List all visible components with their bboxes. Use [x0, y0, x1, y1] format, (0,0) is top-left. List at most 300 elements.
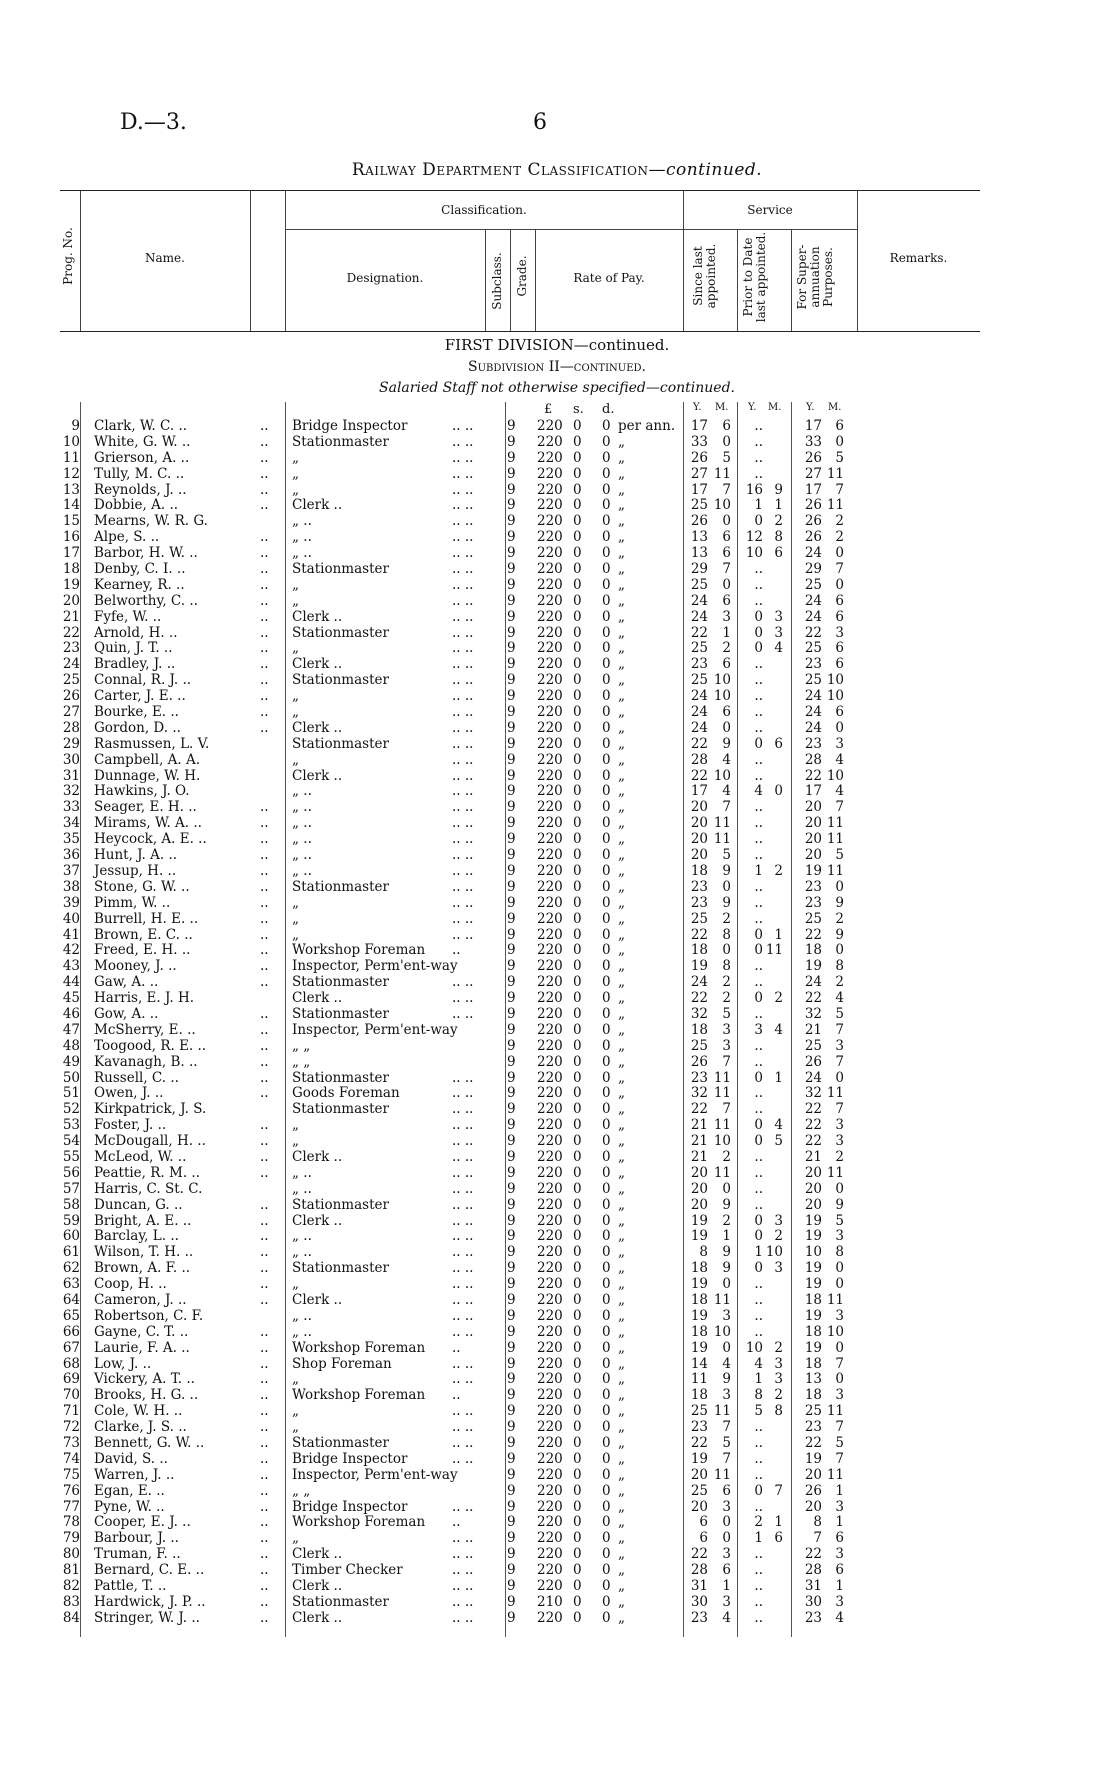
super-years-cell: 18 — [804, 1291, 822, 1308]
period-cell: „ — [618, 1101, 625, 1118]
shillings-cell: 0 — [573, 1482, 582, 1499]
super-months-cell: 11 — [826, 497, 844, 514]
since-years-cell: 22 — [690, 767, 708, 784]
table-row — [60, 498, 980, 514]
table-row — [60, 1229, 980, 1245]
prior-years-cell: .. — [754, 1276, 763, 1293]
prog-no-cell: 77 — [62, 1498, 80, 1515]
prog-no-cell: 37 — [62, 862, 80, 879]
name-cell: Gayne, C. T. .. — [94, 1323, 189, 1340]
page-title — [0, 160, 1114, 180]
name-cell: Tully, M. C. .. — [94, 465, 185, 482]
table-row — [60, 1515, 980, 1531]
since-months-cell: 7 — [722, 1450, 731, 1467]
period-cell: „ — [618, 1053, 625, 1070]
table-row — [60, 467, 980, 483]
grade-cell: 9 — [507, 592, 516, 609]
since-months-cell: 9 — [722, 1260, 731, 1277]
leader-dots: .. — [260, 561, 269, 578]
leader-dots: .. — [260, 576, 269, 593]
name-cell: Quin, J. T. .. — [94, 640, 173, 657]
prog-no-cell: 66 — [62, 1323, 80, 1340]
name-cell: Barclay, L. .. — [94, 1228, 179, 1245]
table-row — [60, 1102, 980, 1118]
period-cell: „ — [618, 449, 625, 466]
designation-cell: „ .. — [292, 847, 312, 864]
grade-cell: 9 — [507, 545, 516, 562]
since-years-cell: 23 — [690, 1069, 708, 1086]
since-years-cell: 6 — [699, 1530, 708, 1547]
leader-dots: .. .. — [452, 1212, 474, 1229]
prior-years-cell: .. — [754, 751, 763, 768]
since-months-cell: 5 — [722, 1005, 731, 1022]
prior-months-cell: 2 — [774, 1387, 783, 1404]
super-months-cell: 4 — [835, 1609, 844, 1626]
leader-dots: .. — [260, 1355, 269, 1372]
shillings-cell: 0 — [573, 1212, 582, 1229]
since-years-cell: 20 — [690, 1466, 708, 1483]
shillings-cell: 0 — [573, 688, 582, 705]
pence-cell: 0 — [602, 1117, 611, 1134]
super-years-cell: 26 — [804, 497, 822, 514]
name-cell: White, G. W. .. — [94, 433, 191, 450]
pounds-cell: 220 — [537, 767, 563, 784]
since-years-cell: 18 — [690, 1260, 708, 1277]
since-years-cell: 25 — [690, 910, 708, 927]
leader-dots: .. — [260, 1609, 269, 1626]
grade-cell: 9 — [507, 831, 516, 848]
name-cell: Cameron, J. .. — [94, 1291, 187, 1308]
super-months-cell: 3 — [835, 1037, 844, 1054]
since-months-cell: 3 — [722, 1387, 731, 1404]
table-row — [60, 1452, 980, 1468]
period-cell: „ — [618, 990, 625, 1007]
table-row — [60, 1309, 980, 1325]
since-months-cell: 9 — [722, 1244, 731, 1261]
super-months-cell: 8 — [835, 1244, 844, 1261]
table-row — [60, 1150, 980, 1166]
table-row — [60, 435, 980, 451]
grade-cell: 9 — [507, 1069, 516, 1086]
grade-cell: 9 — [507, 1212, 516, 1229]
super-months-cell: 6 — [835, 592, 844, 609]
since-months-cell: 6 — [722, 704, 731, 721]
pence-cell: 0 — [602, 1291, 611, 1308]
since-months-cell: 9 — [722, 862, 731, 879]
table-row — [60, 1325, 980, 1341]
pounds-cell: 220 — [537, 529, 563, 546]
pounds-cell: 220 — [537, 1117, 563, 1134]
super-months-cell: 0 — [835, 545, 844, 562]
prior-years-cell: .. — [754, 561, 763, 578]
pounds-cell: 220 — [537, 1021, 563, 1038]
prog-no-cell: 58 — [62, 1196, 80, 1213]
leader-dots: .. — [260, 1117, 269, 1134]
pence-cell: 0 — [602, 1085, 611, 1102]
since-years-cell: 20 — [690, 831, 708, 848]
leader-dots: .. — [260, 1546, 269, 1563]
pence-cell: 0 — [602, 1053, 611, 1070]
pence-cell: 0 — [602, 894, 611, 911]
name-cell: Truman, F. .. — [94, 1546, 181, 1563]
shillings-cell: 0 — [573, 1530, 582, 1547]
shillings-cell: 0 — [573, 878, 582, 895]
since-months-cell: 0 — [722, 1530, 731, 1547]
prog-no-cell: 26 — [62, 688, 80, 705]
table-row — [60, 721, 980, 737]
prior-months-cell: 3 — [774, 1212, 783, 1229]
super-years-cell: 33 — [804, 433, 822, 450]
grade-cell: 9 — [507, 1498, 516, 1515]
leader-dots: .. .. — [452, 672, 474, 689]
prog-no-cell: 19 — [62, 576, 80, 593]
pounds-cell: 220 — [537, 656, 563, 673]
period-cell: „ — [618, 704, 625, 721]
prior-months-cell: 2 — [774, 862, 783, 879]
page-number: 6 — [533, 110, 547, 135]
prior-years-cell: .. — [754, 1005, 763, 1022]
prog-no-cell: 78 — [62, 1514, 80, 1531]
super-months-cell: 3 — [835, 1546, 844, 1563]
prog-no-cell: 35 — [62, 831, 80, 848]
grade-cell: 9 — [507, 910, 516, 927]
since-months-cell: 0 — [722, 1180, 731, 1197]
table-row — [60, 610, 980, 626]
prog-no-cell: 71 — [62, 1403, 80, 1420]
period-cell: „ — [618, 1450, 625, 1467]
prog-no-cell: 32 — [62, 783, 80, 800]
grade-cell: 9 — [507, 704, 516, 721]
leader-dots: .. — [260, 529, 269, 546]
shillings-cell: 0 — [573, 799, 582, 816]
grade-cell: 9 — [507, 1609, 516, 1626]
leader-dots: .. .. — [452, 1244, 474, 1261]
prior-months-cell: 2 — [774, 990, 783, 1007]
designation-cell: Clerk .. — [292, 719, 343, 736]
period-cell: „ — [618, 465, 625, 482]
leader-dots: .. — [260, 958, 269, 975]
table-row — [60, 816, 980, 832]
pounds-cell: 220 — [537, 1450, 563, 1467]
table-row — [60, 928, 980, 944]
table-row — [60, 1166, 980, 1182]
name-cell: Dunnage, W. H. — [94, 767, 201, 784]
leader-dots: .. — [260, 688, 269, 705]
designation-cell: Stationmaster — [292, 561, 389, 578]
leader-dots: .. — [260, 1085, 269, 1102]
prior-years-cell: 1 — [754, 862, 763, 879]
prior-months-cell: 1 — [774, 497, 783, 514]
designation-cell: „ — [292, 640, 299, 657]
pounds-cell: 220 — [537, 878, 563, 895]
name-cell: Peattie, R. M. .. — [94, 1164, 200, 1181]
prog-no-cell: 70 — [62, 1387, 80, 1404]
leader-dots: .. .. — [452, 1546, 474, 1563]
leader-dots: .. .. — [452, 1593, 474, 1610]
leader-dots: .. — [260, 1005, 269, 1022]
since-months-cell: 7 — [722, 1101, 731, 1118]
pence-cell: 0 — [602, 1466, 611, 1483]
leader-dots: .. .. — [452, 418, 474, 434]
name-cell: Dobbie, A. .. — [94, 497, 179, 514]
pence-cell: 0 — [602, 910, 611, 927]
leader-dots: .. — [452, 942, 461, 959]
table-row — [60, 689, 980, 705]
super-months-cell: 10 — [826, 688, 844, 705]
name-cell: Russell, C. .. — [94, 1069, 179, 1086]
table-row — [60, 514, 980, 530]
designation-cell: „ .. — [292, 529, 312, 546]
leader-dots: .. .. — [452, 497, 474, 514]
super-years-cell: 22 — [804, 1101, 822, 1118]
pounds-cell: 220 — [537, 1133, 563, 1150]
super-years-cell: 10 — [804, 1244, 822, 1261]
name-cell: McSherry, E. .. — [94, 1021, 196, 1038]
since-months-cell: 9 — [722, 894, 731, 911]
designation-cell: Clerk .. — [292, 608, 343, 625]
since-months-cell: 11 — [713, 1069, 731, 1086]
table-row — [60, 641, 980, 657]
shillings-cell: 0 — [573, 529, 582, 546]
super-years-cell: 18 — [804, 1355, 822, 1372]
since-years-cell: 22 — [690, 735, 708, 752]
grade-cell: 9 — [507, 1037, 516, 1054]
since-months-cell: 6 — [722, 1482, 731, 1499]
prior-years-cell: 3 — [754, 1021, 763, 1038]
prior-years-cell: .. — [754, 974, 763, 991]
since-years-cell: 17 — [690, 783, 708, 800]
period-cell: „ — [618, 831, 625, 848]
prior-months-cell: 9 — [774, 481, 783, 498]
super-months-cell: 1 — [835, 1578, 844, 1595]
prior-years-cell: 4 — [754, 1355, 763, 1372]
period-cell: „ — [618, 1212, 625, 1229]
pence-cell: 0 — [602, 1133, 611, 1150]
since-months-cell: 2 — [722, 910, 731, 927]
prior-years-cell: .. — [754, 449, 763, 466]
prog-no-cell: 63 — [62, 1276, 80, 1293]
leader-dots: .. .. — [452, 767, 474, 784]
name-cell: Bourke, E. .. — [94, 704, 179, 721]
prior-years-cell: 0 — [754, 513, 763, 530]
super-months-cell: 3 — [835, 1133, 844, 1150]
pounds-cell: 220 — [537, 735, 563, 752]
pounds-cell: 220 — [537, 815, 563, 832]
name-cell: Bernard, C. E. .. — [94, 1562, 205, 1579]
designation-cell: „ .. — [292, 1307, 312, 1324]
prior-years-cell: .. — [754, 672, 763, 689]
super-years-cell: 22 — [804, 1117, 822, 1134]
leader-dots: .. — [260, 1578, 269, 1595]
super-months-cell: 7 — [835, 799, 844, 816]
pence-cell: 0 — [602, 608, 611, 625]
pence-cell: 0 — [602, 1164, 611, 1181]
leader-dots: .. .. — [452, 624, 474, 641]
pounds-cell: 220 — [537, 497, 563, 514]
super-months-cell: 0 — [835, 1371, 844, 1388]
table-row — [60, 1134, 980, 1150]
prog-no-cell: 74 — [62, 1450, 80, 1467]
super-years-cell: 25 — [804, 640, 822, 657]
leader-dots: .. — [260, 1403, 269, 1420]
grade-cell: 9 — [507, 990, 516, 1007]
super-years-cell: 13 — [804, 1371, 822, 1388]
leader-dots: .. .. — [452, 592, 474, 609]
pounds-cell: 220 — [537, 1530, 563, 1547]
name-cell: Low, J. .. — [94, 1355, 152, 1372]
prog-no-cell: 21 — [62, 608, 80, 625]
designation-cell: „ „ — [292, 1053, 311, 1070]
prior-years-cell: .. — [754, 1578, 763, 1595]
prior-months-cell: 0 — [774, 783, 783, 800]
pence-cell: 0 — [602, 656, 611, 673]
name-cell: Harris, C. St. C. — [94, 1180, 203, 1197]
grade-cell: 9 — [507, 1260, 516, 1277]
period-cell: „ — [618, 974, 625, 991]
super-years-cell: 20 — [804, 847, 822, 864]
since-months-cell: 3 — [722, 1307, 731, 1324]
grade-cell: 9 — [507, 1355, 516, 1372]
since-months-cell: 10 — [713, 1133, 731, 1150]
shillings-cell: 0 — [573, 1085, 582, 1102]
pounds-cell: 220 — [537, 1228, 563, 1245]
super-months-cell: 9 — [835, 926, 844, 943]
pounds-cell: 220 — [537, 990, 563, 1007]
designation-cell: „ — [292, 1371, 299, 1388]
since-years-cell: 27 — [690, 465, 708, 482]
pence-cell: 0 — [602, 1530, 611, 1547]
grade-cell: 9 — [507, 1339, 516, 1356]
pence-cell: 0 — [602, 465, 611, 482]
leader-dots: .. .. — [452, 1133, 474, 1150]
prior-years-cell: .. — [754, 1196, 763, 1213]
since-months-cell: 3 — [722, 1593, 731, 1610]
pence-cell: 0 — [602, 1323, 611, 1340]
since-months-cell: 4 — [722, 1609, 731, 1626]
table-row — [60, 578, 980, 594]
pounds-cell: 220 — [537, 1069, 563, 1086]
leader-dots: .. .. — [452, 894, 474, 911]
table-row — [60, 1245, 980, 1261]
shillings-cell: 0 — [573, 1403, 582, 1420]
pence-cell: 0 — [602, 433, 611, 450]
leader-dots: .. — [260, 1053, 269, 1070]
since-years-cell: 19 — [690, 1212, 708, 1229]
super-years-cell: 20 — [804, 1196, 822, 1213]
table-row — [60, 705, 980, 721]
prior-years-cell: .. — [754, 656, 763, 673]
leader-dots: .. .. — [452, 1180, 474, 1197]
prog-no-cell: 61 — [62, 1244, 80, 1261]
shillings-cell: 0 — [573, 719, 582, 736]
period-cell: „ — [618, 894, 625, 911]
leader-dots: .. — [260, 878, 269, 895]
prior-years-cell: .. — [754, 815, 763, 832]
super-years-cell: 20 — [804, 831, 822, 848]
prior-years-cell: .. — [754, 1037, 763, 1054]
since-years-cell: 14 — [690, 1355, 708, 1372]
table-row — [60, 1579, 980, 1595]
prior-years-cell: 10 — [745, 1339, 763, 1356]
table-row — [60, 896, 980, 912]
prior-years-cell: .. — [754, 799, 763, 816]
since-months-cell: 2 — [722, 640, 731, 657]
name-cell: Wilson, T. H. .. — [94, 1244, 194, 1261]
unit-months: M. — [715, 402, 729, 413]
leader-dots: .. — [260, 656, 269, 673]
leader-dots: .. — [260, 831, 269, 848]
header-rule — [250, 191, 251, 331]
prior-years-cell: .. — [754, 1101, 763, 1118]
pounds-cell: 220 — [537, 1339, 563, 1356]
designation-cell: „ — [292, 1276, 299, 1293]
super-years-cell: 24 — [804, 719, 822, 736]
super-years-cell: 32 — [804, 1005, 822, 1022]
prior-months-cell: 3 — [774, 1355, 783, 1372]
since-years-cell: 6 — [699, 1514, 708, 1531]
shillings-cell: 0 — [573, 1069, 582, 1086]
since-months-cell: 3 — [722, 1021, 731, 1038]
table-row — [60, 912, 980, 928]
table-row — [60, 1468, 980, 1484]
prog-no-cell: 40 — [62, 910, 80, 927]
pounds-cell: 220 — [537, 1419, 563, 1436]
super-months-cell: 3 — [835, 1387, 844, 1404]
since-months-cell: 3 — [722, 1037, 731, 1054]
prog-no-cell: 54 — [62, 1133, 80, 1150]
prior-months-cell: 4 — [774, 1117, 783, 1134]
leader-dots: .. — [260, 1228, 269, 1245]
prior-years-cell: .. — [754, 1164, 763, 1181]
grade-cell: 9 — [507, 942, 516, 959]
leader-dots: .. — [260, 910, 269, 927]
table-row — [60, 1086, 980, 1102]
pounds-cell: 220 — [537, 1212, 563, 1229]
prog-no-cell: 80 — [62, 1546, 80, 1563]
name-cell: Stringer, W. J. .. — [94, 1609, 200, 1626]
prior-months-cell: 8 — [774, 529, 783, 546]
leader-dots: .. — [260, 1196, 269, 1213]
shillings-cell: 0 — [573, 1180, 582, 1197]
leader-dots: .. .. — [452, 449, 474, 466]
grade-cell: 9 — [507, 497, 516, 514]
prog-no-cell: 11 — [62, 449, 80, 466]
leader-dots: .. — [260, 847, 269, 864]
since-years-cell: 13 — [690, 545, 708, 562]
prior-years-cell: .. — [754, 576, 763, 593]
pence-cell: 0 — [602, 545, 611, 562]
table-row — [60, 1055, 980, 1071]
since-years-cell: 25 — [690, 497, 708, 514]
since-months-cell: 0 — [722, 433, 731, 450]
designation-cell: „ — [292, 688, 299, 705]
pounds-cell: 220 — [537, 1005, 563, 1022]
leader-dots: .. .. — [452, 751, 474, 768]
shillings-cell: 0 — [573, 910, 582, 927]
prior-years-cell: 0 — [754, 1482, 763, 1499]
designation-cell: Clerk .. — [292, 1291, 343, 1308]
pounds-cell: 220 — [537, 1291, 563, 1308]
shillings-cell: 0 — [573, 1578, 582, 1595]
name-cell: Reynolds, J. .. — [94, 481, 187, 498]
shillings-cell: 0 — [573, 465, 582, 482]
period-cell: „ — [618, 1609, 625, 1626]
pounds-cell: 220 — [537, 1260, 563, 1277]
table-row — [60, 1500, 980, 1516]
prog-no-cell: 30 — [62, 751, 80, 768]
period-cell: „ — [618, 1307, 625, 1324]
pence-cell: 0 — [602, 1514, 611, 1531]
